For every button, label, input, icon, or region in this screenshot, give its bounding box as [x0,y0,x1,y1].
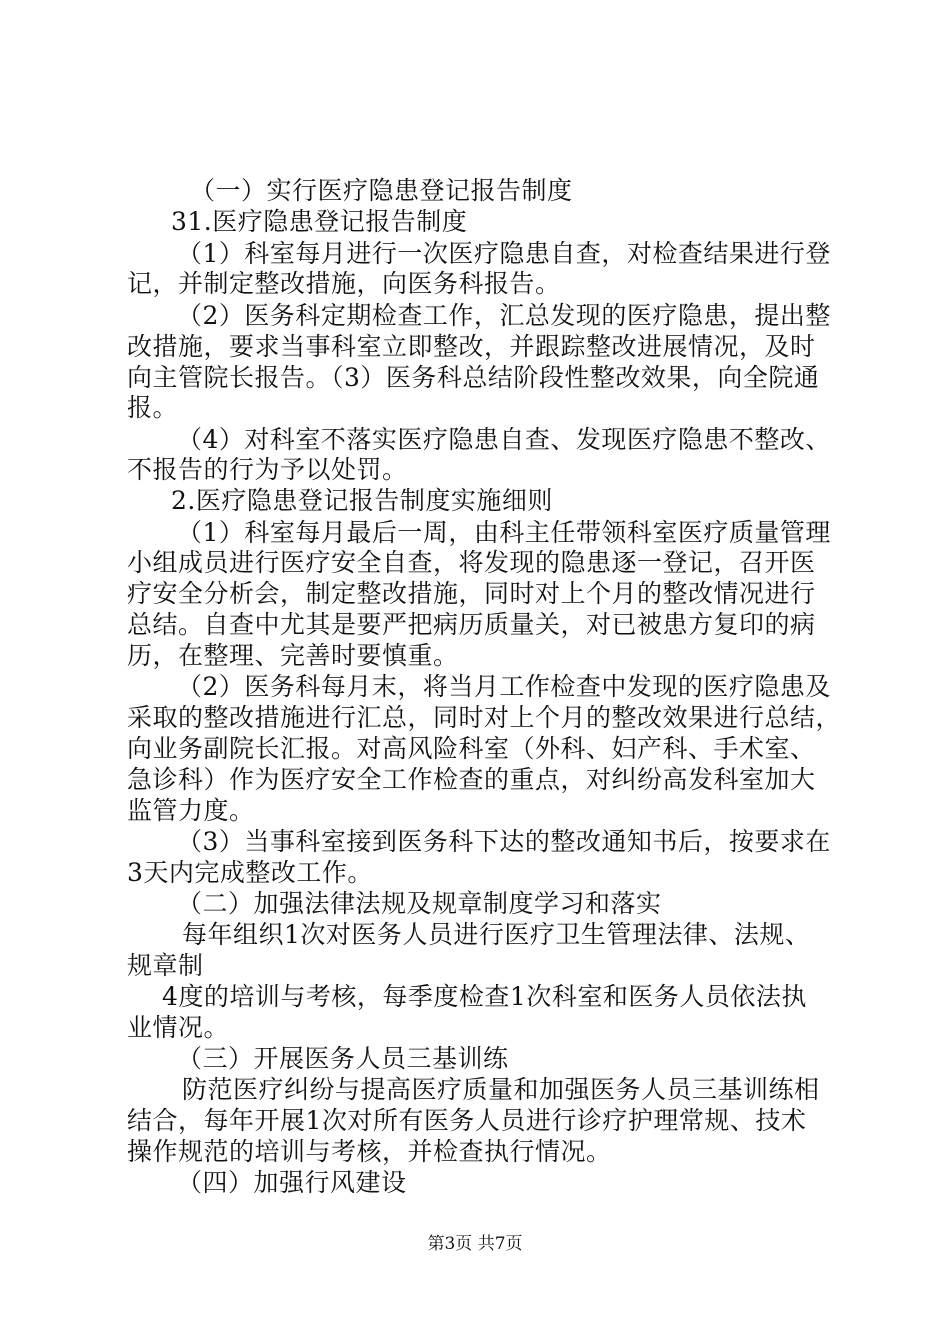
section-heading-1: （一）实行医疗隐患登记报告制度 [190,176,573,205]
text-line: 总结。自查中尤其是要严把病历质量关，对已被患方复印的病 [127,610,816,639]
text-line: 不报告的行为予以处罚。 [127,455,408,484]
text-line: 向业务副院长汇报。对高风险科室（外科、妇产科、手术室、 [127,734,816,763]
section-heading-4: （四）加强行风建设 [177,1168,407,1197]
section-heading-3: （三）开展医务人员三基训练 [177,1044,509,1073]
text-line: （2）医务科定期检查工作，汇总发现的医疗隐患，提出整 [177,301,831,330]
text-line: 采取的整改措施进行汇总，同时对上个月的整改效果进行总结， [127,703,842,732]
text-line: （1）科室每月进行一次医疗隐患自查，对检查结果进行登 [177,239,831,268]
text-line: 向主管院长报告。（3）医务科总结阶段性整改效果，向全院通 [127,363,820,392]
text-line: 疗安全分析会，制定整改措施，同时对上个月的整改情况进行 [127,579,816,608]
text-line: 改措施，要求当事科室立即整改，并跟踪整改进展情况，及时 [127,332,816,361]
section-heading-2: （二）加强法律法规及规章制度学习和落实 [177,889,662,918]
text-line: （1）科室每月最后一周，由科主任带领科室医疗质量管理 [177,518,831,547]
text-line: （4）对科室不落实医疗隐患自查、发现医疗隐患不整改、 [177,425,831,454]
text-line: 操作规范的培训与考核，并检查执行情况。 [127,1137,612,1166]
text-line: 记，并制定整改措施，向医务科报告。 [127,269,561,298]
page-number-footer: 第3页 共7页 [427,1234,523,1254]
text-line: 业情况。 [127,1013,230,1042]
text-line: 历，在整理、完善时要慎重。 [127,641,459,670]
subsection-heading: 31.医疗隐患登记报告制度 [171,207,468,236]
text-line: 每年组织1次对医务人员进行医疗卫生管理法律、法规、 [182,920,811,949]
text-line: 3天内完成整改工作。 [127,858,373,887]
text-line: 规章制 [127,951,204,980]
text-line: 小组成员进行医疗安全自查，将发现的隐患逐一登记，召开医 [127,548,816,577]
text-line: 防范医疗纠纷与提高医疗质量和加强医务人员三基训练相 [182,1075,820,1104]
text-line: （3）当事科室接到医务科下达的整改通知书后，按要求在 [177,827,831,856]
text-line: 急诊科）作为医疗安全工作检查的重点，对纠纷高发科室加大 [127,765,816,794]
subsection-heading: 2.医疗隐患登记报告制度实施细则 [171,486,553,515]
text-line: 4度的培训与考核，每季度检查1次科室和医务人员依法执 [162,982,807,1011]
text-line: 结合，每年开展1次对所有医务人员进行诊疗护理常规、技术 [127,1106,807,1135]
text-line: 监管力度。 [127,796,255,825]
text-line: 报。 [127,393,179,422]
text-line: （2）医务科每月末，将当月工作检查中发现的医疗隐患及 [177,672,831,701]
